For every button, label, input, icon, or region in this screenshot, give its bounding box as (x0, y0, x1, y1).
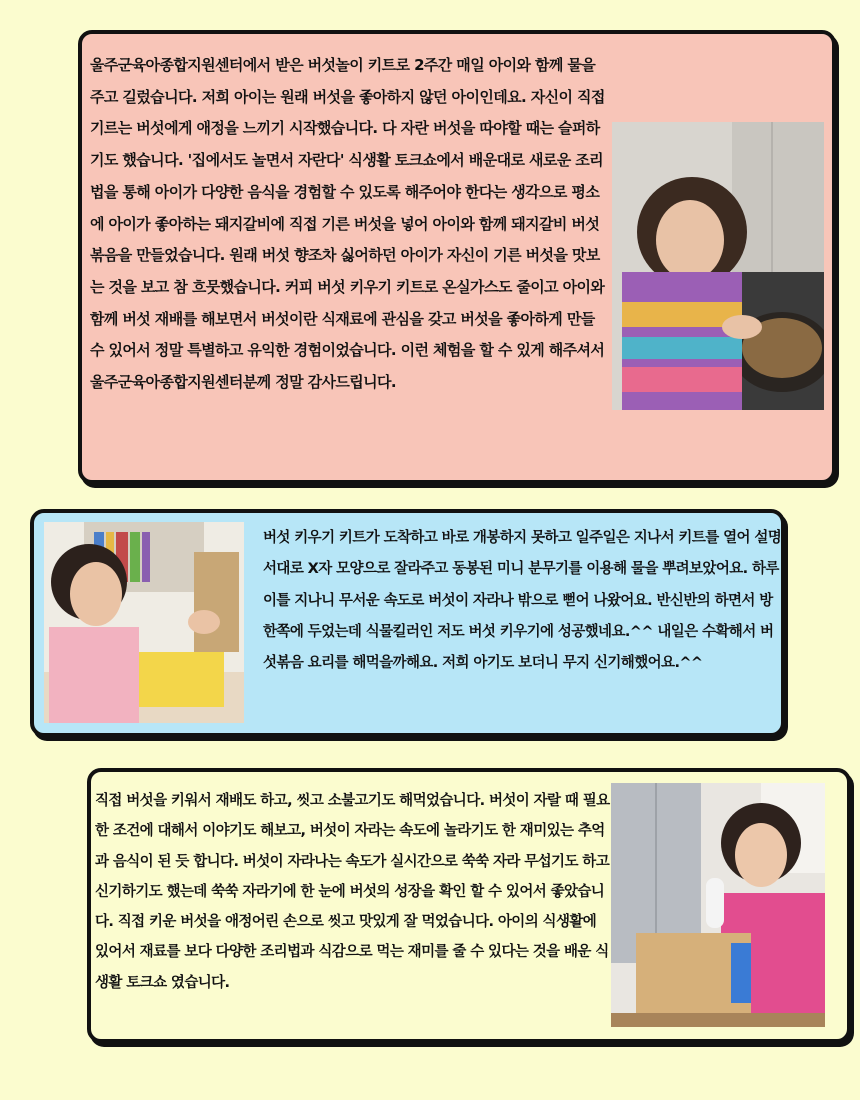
photo-child-with-kit (44, 522, 244, 723)
story-text-1: 울주군육아종합지원센터에서 받은 버섯놀이 키트로 2주간 매일 아이와 함께 물을 주고 길렀습니다. 저희 아이는 원래 버섯을 좋아하지 않던 아이인데요. 자신이 직접 기르는 버섯에게 애정을 느끼기 시작했습니다. 다 자란 버섯을 따야할 때는 슬퍼하기도 했습니다. '집에서도 놀면서 자란다' 식생활 토크쇼에서 배운대로 새로운 조리법을 통해 아이가 다양한 음식을 경험할 수 있도록 해주어야 한다는 생각으로 평소에 아이가 좋아하는 돼지갈비에 직접 기른 버섯을 넣어 아이와 함께 돼지갈비 버섯 볶음을 만들었습니다. 원래 버섯 향조차 싫어하던 아이가 자신이 기른 버섯을 맛보는 것을 보고 참 흐뭇했습니다. 커피 버섯 키우기 키트로 온실가스도 줄이고 아이와 함께 버섯 재배를 해보면서 버섯이란 식재료에 관심을 갖고 버섯을 좋아하게 만들 수 있어서 정말 특별하고 유익한 경험이었습니다. 이런 체험을 할 수 있게 해주셔서 울주군육아종합지원센터분께 정말 감사드립니다. (90, 56, 605, 392)
story-card-1 (78, 30, 836, 484)
photo-child-cooking-mushrooms (612, 122, 824, 410)
photo-child-spraying-kit (611, 783, 825, 1027)
story-card-3 (87, 768, 851, 1043)
story-text-2: 버섯 키우기 키트가 도착하고 바로 개봉하지 못하고 일주일은 지나서 키트를 열어 설명서대로 X자 모양으로 잘라주고 동봉된 미니 분무기를 이용해 물을 뿌려보았어요. 하루 이틀 지나니 무서운 속도로 버섯이 자라나 밖으로 뻗어 나왔어요. 반신반의 하면서 방 한쪽에 두었는데 식물킬러인 저도 버섯 키우기에 성공했네요.^^ 내일은 수확해서 버섯볶음 요리를 해먹을까해요. 저희 아기도 보더니 무지 신기해했어요.^^ (263, 530, 782, 672)
story-text-3: 직접 버섯을 키워서 재배도 하고, 씻고 소불고기도 해먹었습니다. 버섯이 자랄 때 필요한 조건에 대해서 이야기도 해보고, 버섯이 자라는 속도에 놀라기도 한 재미있는 추억과 음식이 된 듯 합니다. 버섯이 자라나는 속도가 실시간으로 쑥쑥 자라 무섭기도 하고 신기하기도 했는데 쑥쑥 자라기에 한 눈에 버섯의 성장을 확인 할 수 있어서 좋았습니다. 직접 키운 버섯을 애정어린 손으로 씻고 맛있게 잘 먹었습니다. 아이의 식생활에 있어서 재료를 보다 다양한 조리법과 식감으로 먹는 재미를 줄 수 있다는 것을 배운 식생활 토크쇼 였습니다. (95, 793, 610, 991)
story-card-2 (30, 509, 785, 737)
